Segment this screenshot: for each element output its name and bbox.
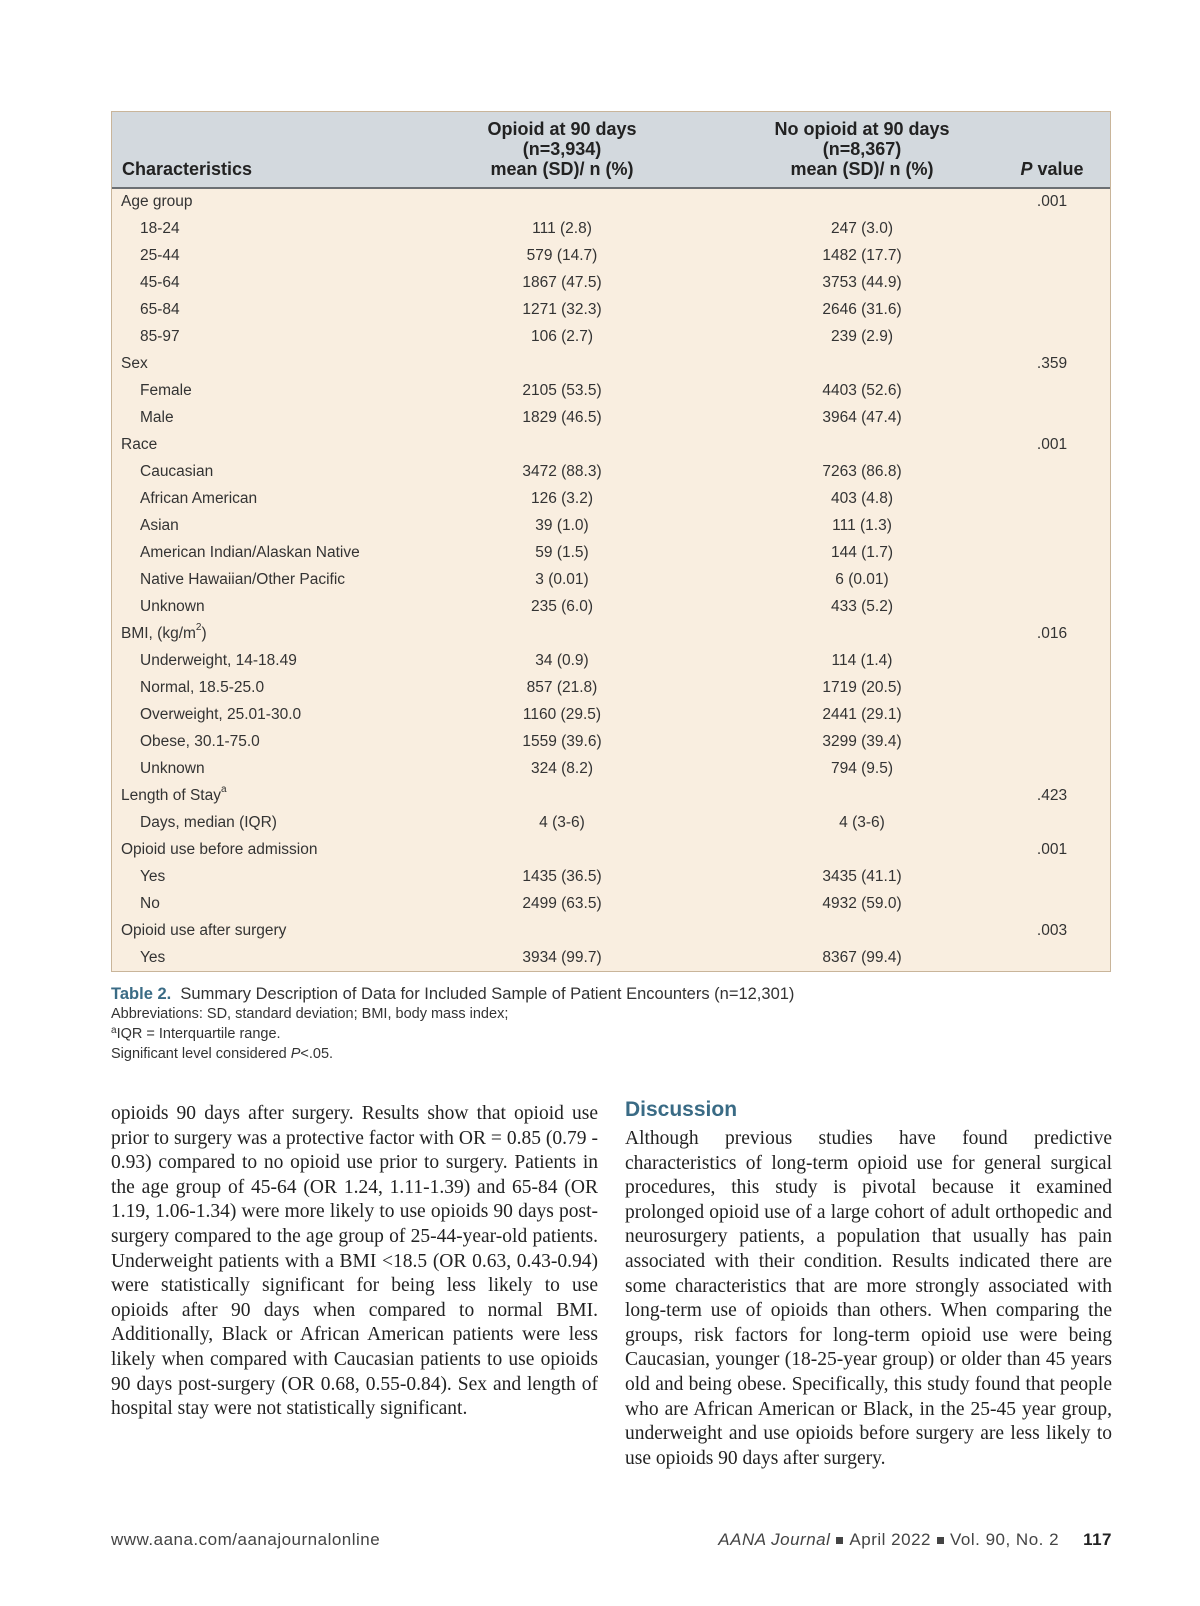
header-p-rest: value <box>1032 159 1084 179</box>
opioid-90-value: 34 (0.9) <box>535 652 589 669</box>
table-row <box>112 756 1110 783</box>
caption-label: Table 2. <box>111 985 172 1003</box>
row-label <box>140 544 360 562</box>
no-opioid-90-value: 794 (9.5) <box>830 760 894 777</box>
no-opioid-90-value: 433 (5.2) <box>830 598 894 615</box>
row-label-text: Age group <box>121 193 193 210</box>
row-label <box>140 571 345 589</box>
table-row <box>112 297 1110 324</box>
header-p-value <box>992 159 1112 179</box>
header-opioid-90-line2: (n=3,934) <box>522 139 602 159</box>
table-row <box>112 945 1110 972</box>
no-opioid-90-value: 144 (1.7) <box>830 544 894 561</box>
table-row <box>112 378 1110 405</box>
caption-title-text: Summary Description of Data for Included Sample of Patient Encounters (n=12,301) <box>180 985 795 1003</box>
table-row <box>112 324 1110 351</box>
row-label <box>121 922 286 940</box>
row-label-text: Asian <box>140 517 179 534</box>
row-label-text: 18-24 <box>140 220 180 237</box>
row-label <box>121 841 317 859</box>
table-row <box>112 486 1110 513</box>
p-value: .001 <box>1036 193 1068 210</box>
opioid-90-value: 1160 (29.5) <box>522 706 602 723</box>
table-row <box>112 702 1110 729</box>
opioid-90-value: 2105 (53.5) <box>522 382 602 399</box>
row-label-text: Yes <box>140 868 166 885</box>
row-label <box>140 814 277 832</box>
table-row <box>112 729 1110 756</box>
opioid-90-value: 126 (3.2) <box>530 490 594 507</box>
no-opioid-90-value: 247 (3.0) <box>830 220 894 237</box>
row-label <box>140 517 179 535</box>
table-row <box>112 675 1110 702</box>
opioid-90-value: 1559 (39.6) <box>522 733 602 750</box>
table-row <box>112 837 1110 864</box>
header-opioid-90 <box>412 119 712 179</box>
right-column-text <box>625 1127 1112 1471</box>
row-label-text: 65-84 <box>140 301 180 318</box>
row-label-text: Race <box>121 436 158 453</box>
row-label-text: Obese, 30.1-75.0 <box>140 733 260 750</box>
opioid-90-value: 1435 (36.5) <box>522 868 602 885</box>
table-header <box>112 112 1110 189</box>
opioid-90-value: 1271 (32.3) <box>522 301 602 318</box>
no-opioid-90-value: 2441 (29.1) <box>822 706 902 723</box>
results-paragraph: opioids 90 days after surgery. Results show that opioid use prior to surgery was a protective factor with OR = 0.85 (0.79 - 0.93) compared to no opioid use prior to surgery. Patients in the age group of 45-64 (OR 1.24, 1.11-1.39) and 65-84 (OR 1.19, 1.06-1.34) were more likely to use opioids 90 days post-surgery compared to the age group of 25-44-year-old patients. Underweight patients with a BMI <18.5 (OR 0.63, 0.43-0.94) were statistically significant for being less likely to use opioids after 90 days when compared to normal BMI. Additionally, Black or African American patients were less likely when compared with Caucasian patients to use opioids 90 days post-surgery (OR 0.68, 0.55-0.84). Sex and length of hospital stay were not statistically significant. <box>111 1103 598 1420</box>
row-label-suffix: ) <box>201 625 207 642</box>
row-label-text: African American <box>140 490 258 507</box>
row-label-text: Underweight, 14-18.49 <box>140 652 297 669</box>
row-label-text: Yes <box>140 949 166 966</box>
row-label <box>140 247 180 265</box>
row-label <box>140 733 260 751</box>
table-row <box>112 459 1110 486</box>
header-opioid-90-line3: mean (SD)/ n (%) <box>490 159 634 179</box>
footer-url: www.aana.com/aanajournalonline <box>111 1530 381 1549</box>
table-row <box>112 864 1110 891</box>
header-no-opioid-90-line3: mean (SD)/ n (%) <box>790 159 934 179</box>
no-opioid-90-value: 3299 (39.4) <box>822 733 902 750</box>
header-opioid-90-line1: Opioid at 90 days <box>487 119 637 139</box>
caption-sig-prefix: Significant level considered <box>111 1046 291 1062</box>
table-row <box>112 351 1110 378</box>
row-label-text: Length of Stay <box>121 787 221 804</box>
row-label <box>140 328 180 346</box>
header-no-opioid-90-line1: No opioid at 90 days <box>774 119 950 139</box>
table-row <box>112 891 1110 918</box>
table-row <box>112 540 1110 567</box>
no-opioid-90-value: 111 (1.3) <box>832 517 892 534</box>
row-label <box>140 409 174 427</box>
table-row <box>112 648 1110 675</box>
row-label <box>140 895 160 913</box>
row-label-text: Native Hawaiian/Other Pacific <box>140 571 346 588</box>
caption-abbreviations: Abbreviations: SD, standard deviation; BMI, body mass index; <box>111 1006 509 1022</box>
header-characteristics: Characteristics <box>122 159 253 179</box>
row-label <box>140 868 165 886</box>
opioid-90-value: 106 (2.7) <box>530 328 594 345</box>
row-label-text: American Indian/Alaskan Native <box>140 544 360 561</box>
table-row <box>112 216 1110 243</box>
opioid-90-value: 2499 (63.5) <box>522 895 602 912</box>
no-opioid-90-value: 114 (1.4) <box>831 652 893 669</box>
caption-sig-suffix: <.05. <box>300 1046 334 1062</box>
no-opioid-90-value: 1482 (17.7) <box>822 247 902 264</box>
row-label-text: BMI, (kg/m <box>121 625 196 642</box>
square-bullet-icon <box>836 1537 843 1544</box>
row-label-text: 45-64 <box>140 274 180 291</box>
table-row <box>112 432 1110 459</box>
header-no-opioid-90 <box>712 119 1012 179</box>
discussion-heading: Discussion <box>625 1098 738 1121</box>
row-label-text: Male <box>140 409 174 426</box>
opioid-90-value: 3472 (88.3) <box>522 463 602 480</box>
opioid-90-value: 111 (2.8) <box>532 220 592 237</box>
row-label-sup: a <box>220 784 227 795</box>
opioid-90-value: 59 (1.5) <box>535 544 589 561</box>
no-opioid-90-value: 2646 (31.6) <box>822 301 902 318</box>
row-label <box>121 784 227 805</box>
opioid-90-value: 579 (14.7) <box>526 247 598 264</box>
row-label-sup: 2 <box>195 622 202 633</box>
row-label <box>140 382 192 400</box>
footer-date: April 2022 <box>849 1530 931 1549</box>
row-label <box>140 652 297 670</box>
table-row <box>112 567 1110 594</box>
opioid-90-value: 3934 (99.7) <box>522 949 602 966</box>
row-label-text: Opioid use before admission <box>121 841 318 858</box>
no-opioid-90-value: 3964 (47.4) <box>822 409 902 426</box>
no-opioid-90-value: 6 (0.01) <box>835 571 889 588</box>
row-label-text: Female <box>140 382 192 399</box>
row-label <box>140 706 301 724</box>
p-value: .001 <box>1036 841 1068 858</box>
caption-sig-p: P <box>290 1046 301 1062</box>
row-label <box>121 436 157 454</box>
table-body <box>112 189 1110 972</box>
left-column-text <box>111 1102 598 1422</box>
row-label <box>121 355 148 373</box>
no-opioid-90-value: 7263 (86.8) <box>822 463 902 480</box>
opioid-90-value: 235 (6.0) <box>530 598 594 615</box>
header-no-opioid-90-line2: (n=8,367) <box>822 139 902 159</box>
no-opioid-90-value: 239 (2.9) <box>830 328 894 345</box>
table-caption <box>111 984 1111 1064</box>
row-label <box>121 193 193 211</box>
table-row <box>112 594 1110 621</box>
table-row <box>112 243 1110 270</box>
footer-journal: AANA Journal <box>718 1530 831 1549</box>
no-opioid-90-value: 1719 (20.5) <box>822 679 902 696</box>
row-label-text: 25-44 <box>140 247 180 264</box>
footer-citation <box>718 1530 1112 1550</box>
caption-iqr-text: IQR = Interquartile range. <box>116 1026 281 1042</box>
page-number: 117 <box>1083 1530 1112 1549</box>
discussion-paragraph: Although previous studies have found predictive characteristics of long-term opioid use for general surgical procedures, this study is pivotal because it examined prolonged opioid use of a large cohort of adult orthopedic and neurosurgery patients, a population that usually has pain associated with their condition. Results indicated there are some characteristics that are more strongly associated with long-term use of opioids than others. When comparing the groups, risk factors for long-term opioid use were being Caucasian, younger (18-25-year group) or older than 45 years old and being obese. Specifically, this study found that people who are African American or Black, in the 25-45 year group, underweight and use opioids before surgery are less likely to use opioids 90 days after surgery. <box>625 1128 1112 1469</box>
row-label-text: Days, median (IQR) <box>140 814 277 831</box>
row-label <box>140 220 180 238</box>
caption-significance <box>111 1044 1111 1064</box>
table-row <box>112 189 1110 216</box>
row-label <box>140 598 205 616</box>
row-label-text: 85-97 <box>140 328 180 345</box>
header-p-italic: P <box>1020 159 1033 179</box>
row-label <box>140 679 264 697</box>
table-row <box>112 918 1110 945</box>
opioid-90-value: 1867 (47.5) <box>522 274 602 291</box>
table-row <box>112 621 1110 648</box>
row-label <box>140 760 205 778</box>
p-value: .423 <box>1036 787 1068 804</box>
row-label-text: Opioid use after surgery <box>121 922 287 939</box>
table-row <box>112 783 1110 810</box>
row-label-text: Unknown <box>140 760 205 777</box>
row-label-text: Normal, 18.5-25.0 <box>140 679 265 696</box>
row-label-text: Sex <box>121 355 148 372</box>
no-opioid-90-value: 3435 (41.1) <box>822 868 902 885</box>
p-value: .001 <box>1036 436 1068 453</box>
row-label <box>140 949 165 967</box>
opioid-90-value: 1829 (46.5) <box>522 409 602 426</box>
table-row <box>112 270 1110 297</box>
row-label-text: Overweight, 25.01-30.0 <box>140 706 302 723</box>
row-label <box>140 301 180 319</box>
no-opioid-90-value: 3753 (44.9) <box>822 274 902 291</box>
table-row <box>112 405 1110 432</box>
opioid-90-value: 4 (3-6) <box>539 814 585 831</box>
row-label <box>140 463 213 481</box>
row-label <box>140 490 257 508</box>
row-label-text: Unknown <box>140 598 205 615</box>
caption-iqr-sup: a <box>111 1025 117 1036</box>
caption-iqr-note <box>111 1024 1111 1044</box>
no-opioid-90-value: 4 (3-6) <box>839 814 885 831</box>
opioid-90-value: 324 (8.2) <box>530 760 594 777</box>
no-opioid-90-value: 8367 (99.4) <box>822 949 902 966</box>
p-value: .003 <box>1036 922 1068 939</box>
row-label-text: Caucasian <box>140 463 214 480</box>
table-row <box>112 810 1110 837</box>
square-bullet-icon <box>937 1537 944 1544</box>
row-label <box>121 622 207 643</box>
row-label <box>140 274 180 292</box>
footer-volume: Vol. 90, No. 2 <box>949 1530 1060 1549</box>
opioid-90-value: 39 (1.0) <box>535 517 589 534</box>
p-value: .016 <box>1036 625 1068 642</box>
opioid-90-value: 3 (0.01) <box>535 571 589 588</box>
caption-title <box>111 984 1111 1004</box>
no-opioid-90-value: 403 (4.8) <box>830 490 894 507</box>
table-row <box>112 513 1110 540</box>
row-label-text: No <box>140 895 160 912</box>
opioid-90-value: 857 (21.8) <box>526 679 598 696</box>
no-opioid-90-value: 4403 (52.6) <box>822 382 902 399</box>
p-value: .359 <box>1036 355 1068 372</box>
no-opioid-90-value: 4932 (59.0) <box>822 895 902 912</box>
data-table <box>111 111 1111 972</box>
